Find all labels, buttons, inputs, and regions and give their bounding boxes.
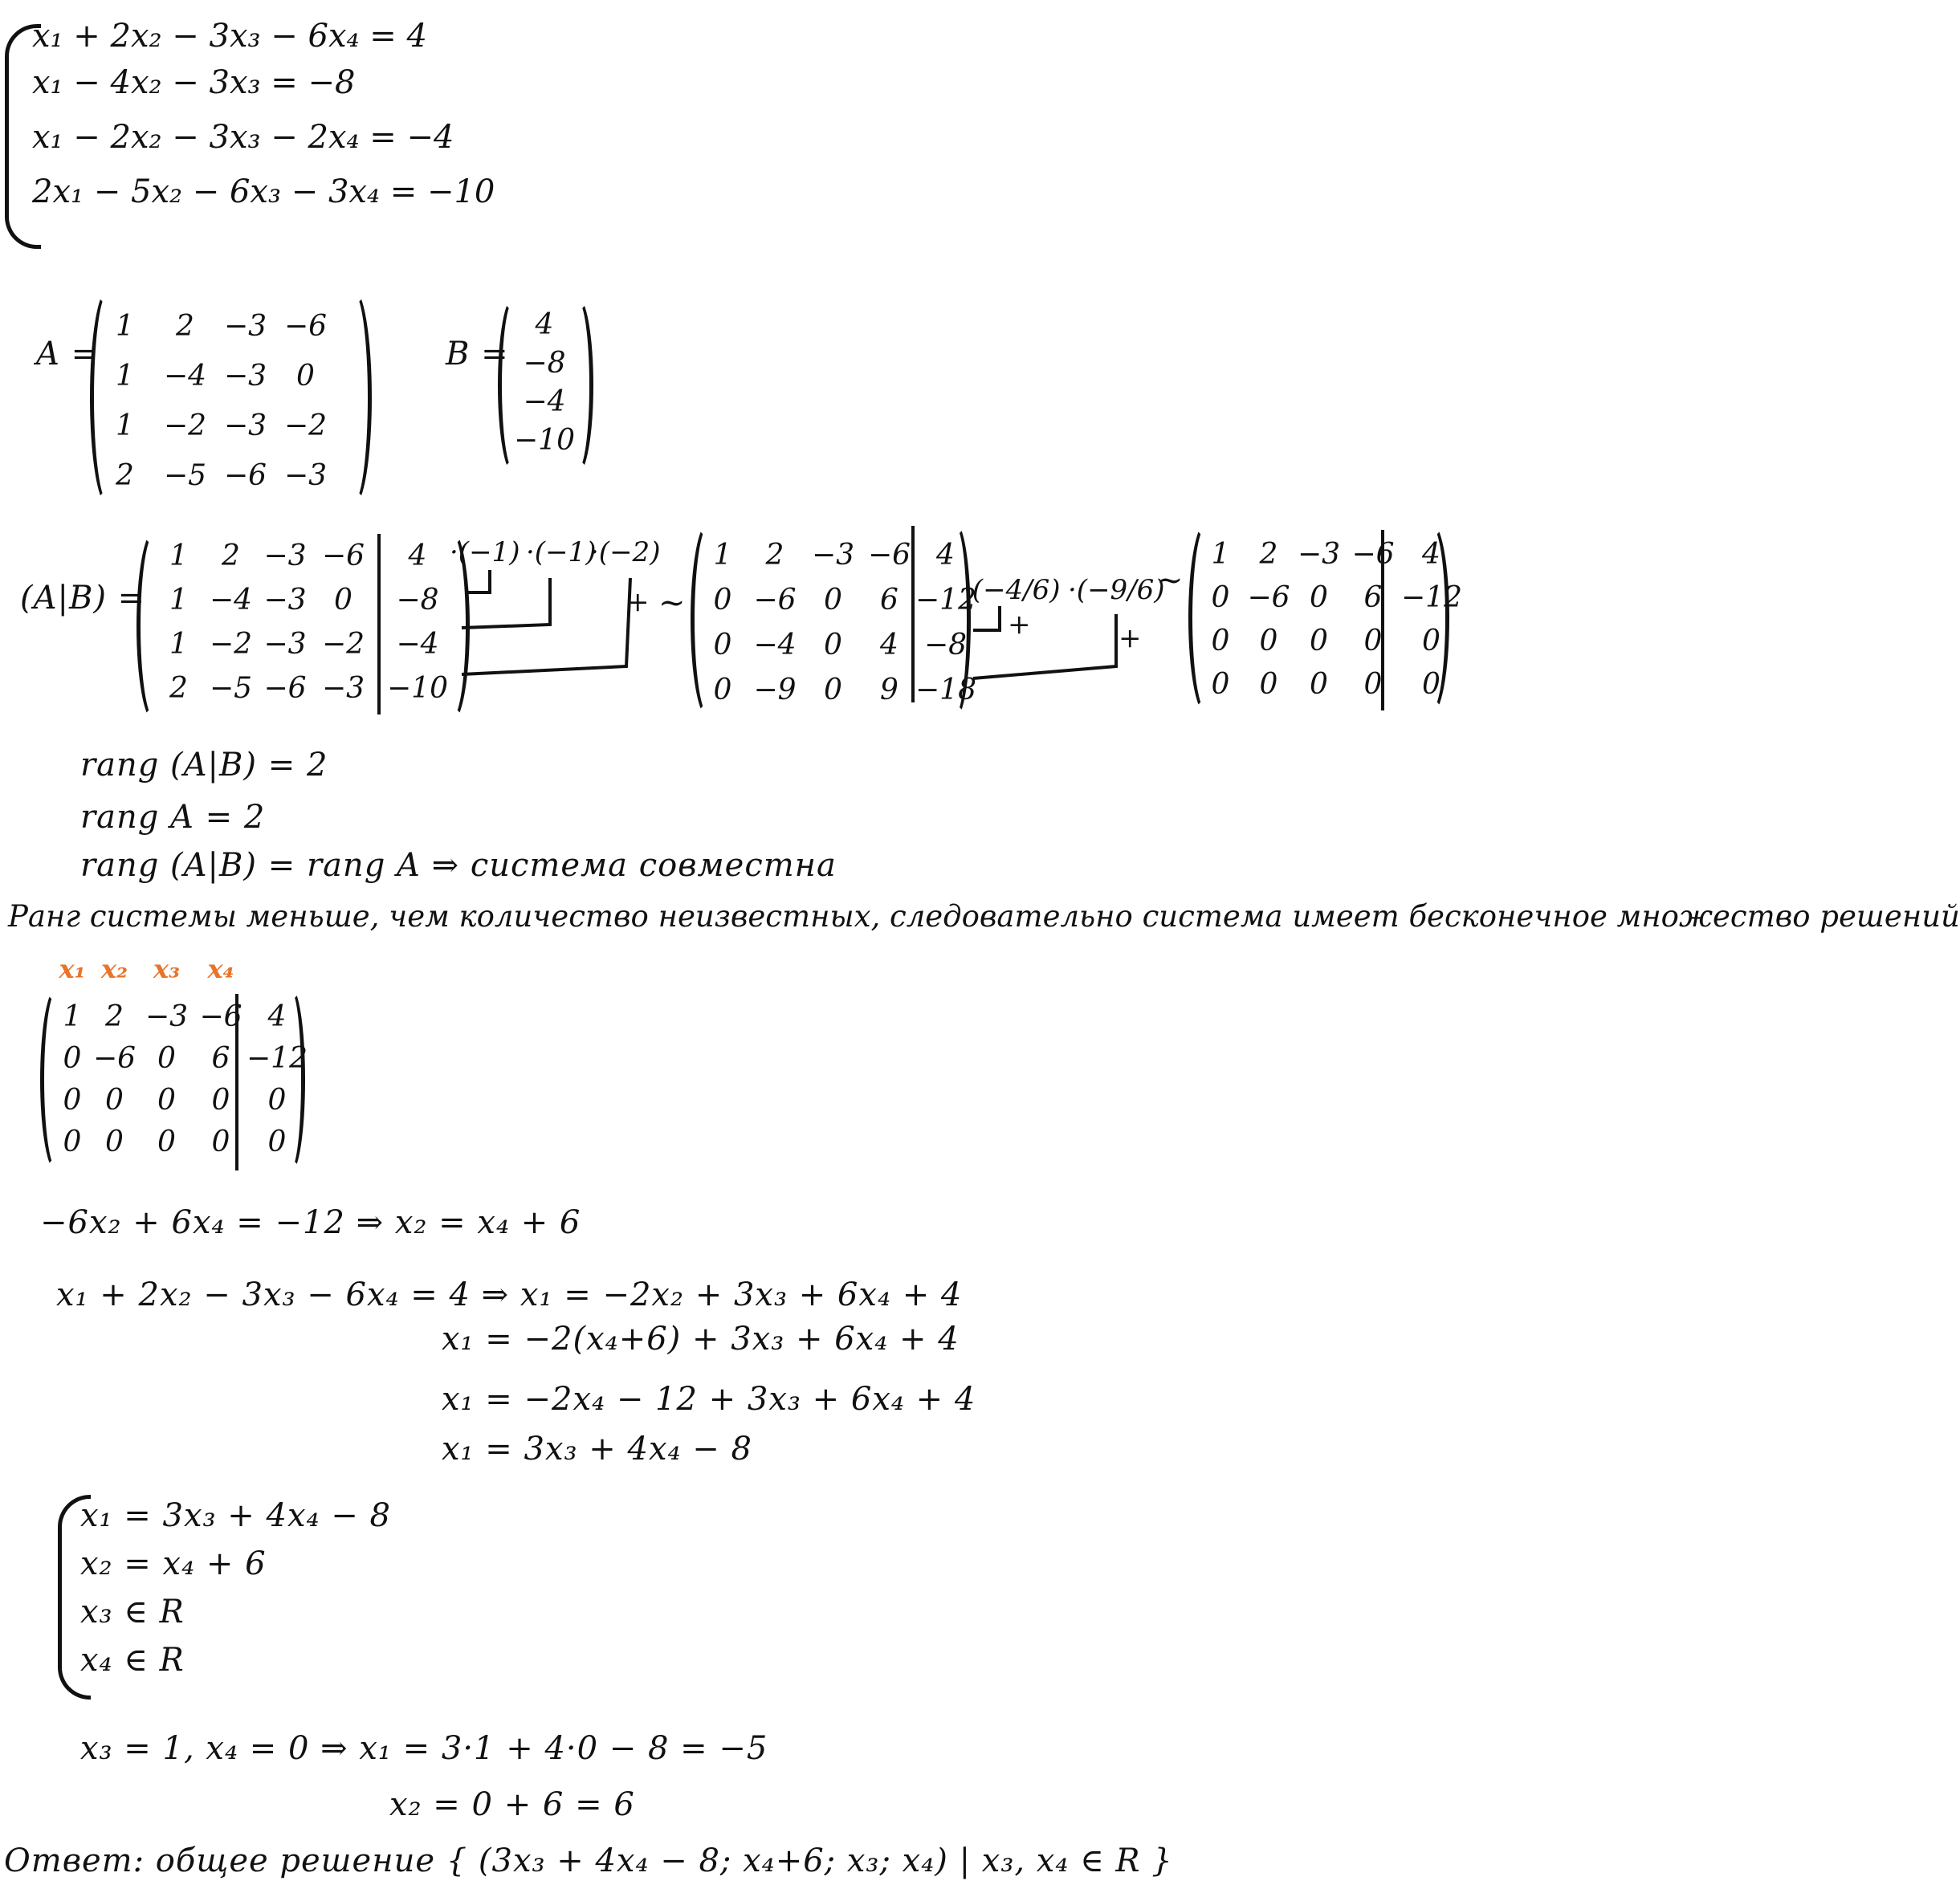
- matrix-a-cell: 0: [296, 359, 315, 393]
- aug-m2-cell: 0: [824, 673, 842, 706]
- aug-m2-plus-2: +: [1119, 622, 1142, 654]
- aug-m2-arrows: [964, 606, 1140, 686]
- final-matrix-cell: −6: [199, 999, 242, 1033]
- final-matrix-cell: 0: [211, 1125, 230, 1158]
- aug-m1-cell: 1: [169, 628, 188, 661]
- aug-m1-op1: ·(−1): [450, 536, 520, 568]
- aug-m2-cell: 4: [880, 628, 899, 662]
- aug-m1-cell: −3: [321, 672, 365, 705]
- aug-m3-cell: 0: [1259, 667, 1278, 701]
- aug-m1-cell: 2: [222, 539, 240, 572]
- aug-m1-cell: −4: [209, 584, 253, 617]
- matrix-a-cell: 2: [116, 458, 134, 492]
- aug-m1-arrows: [458, 562, 650, 682]
- aug-m2-cell: −12: [915, 583, 976, 617]
- aug-m1-cell: −6: [321, 539, 365, 572]
- aug-m2-cell: −18: [915, 673, 976, 706]
- aug-m1-cell: −5: [209, 672, 253, 705]
- matrix-a-cell: −3: [223, 309, 267, 343]
- aug-m2-cell: −3: [811, 538, 855, 572]
- header-x1: x₁: [59, 954, 86, 984]
- derivation-5: x₁ = 3x₃ + 4x₄ − 8: [442, 1431, 752, 1468]
- aug-m2-cell: 0: [824, 628, 842, 662]
- matrix-b-cell: −8: [523, 346, 566, 380]
- rank-line-4: Ранг системы меньше, чем количество неизвестных, следовательно система имеет бесконечное множество решений: [8, 899, 1960, 934]
- aug-m1-cell: −10: [387, 672, 448, 705]
- aug-m1-cell: −2: [321, 628, 365, 661]
- matrix-a-cell: 1: [116, 359, 134, 393]
- aug-m3-cell: 0: [1310, 580, 1328, 614]
- final-matrix-cell: 0: [157, 1083, 176, 1117]
- aug-m3-cell: −12: [1401, 580, 1462, 614]
- final-matrix-cell: 1: [63, 999, 82, 1033]
- augmented-label: (A|B) =: [20, 580, 146, 617]
- solution-line-1: x₁ = 3x₃ + 4x₄ − 8: [80, 1497, 391, 1534]
- final-matrix-cell: 0: [157, 1125, 176, 1158]
- aug-m1-cell: 1: [169, 539, 188, 572]
- final-matrix-cell: 0: [105, 1125, 124, 1158]
- matrix-a-cell: −4: [163, 359, 207, 393]
- matrix-a-cell: −6: [223, 458, 267, 492]
- aug-m3-cell: 1: [1211, 537, 1230, 571]
- matrix-a-label: A =: [36, 336, 100, 373]
- matrix-a-cell: −5: [163, 458, 207, 492]
- aug-m3-cell: 0: [1259, 624, 1278, 657]
- matrix-a-cell: 1: [116, 409, 134, 442]
- aug-m2-cell: −9: [753, 673, 797, 706]
- matrix-a-cell: −3: [223, 409, 267, 442]
- aug-m1-plus: +: [626, 586, 650, 618]
- system-eq3: x₁ − 2x₂ − 3x₃ − 2x₄ = −4: [32, 119, 454, 156]
- aug-m1-cell: −3: [263, 539, 307, 572]
- matrix-a-cell: 2: [176, 309, 194, 343]
- final-matrix-cell: 0: [157, 1041, 176, 1075]
- matrix-a-cell: −2: [163, 409, 207, 442]
- aug-m3-cell: 6: [1363, 580, 1383, 614]
- aug-m3-cell: 0: [1310, 667, 1328, 701]
- aug-m2-grid: [699, 532, 976, 712]
- aug-m2-separator: [911, 526, 915, 702]
- aug-m1-cell: 0: [334, 584, 352, 617]
- matrix-b-label: B =: [446, 336, 509, 373]
- final-matrix-grid: [52, 995, 309, 1162]
- derivation-2: x₁ + 2x₂ − 3x₃ − 6x₄ = 4 ⇒ x₁ = −2x₂ + 3x₃ + 6x₄ + 4: [56, 1276, 963, 1313]
- derivation-1: −6x₂ + 6x₄ = −12 ⇒ x₂ = x₄ + 6: [40, 1204, 581, 1241]
- rank-line-3: rang (A|B) = rang A ⇒ система совместна: [80, 847, 837, 884]
- system-eq2: x₁ − 4x₂ − 3x₃ = −8: [32, 64, 356, 101]
- matrix-a-cell: −6: [283, 309, 328, 343]
- derivation-3: x₁ = −2(x₄+6) + 3x₃ + 6x₄ + 4: [442, 1321, 960, 1358]
- aug-m3-cell: 2: [1259, 537, 1278, 571]
- particular-line-2: x₂ = 0 + 6 = 6: [389, 1786, 635, 1823]
- derivation-4: x₁ = −2x₄ − 12 + 3x₃ + 6x₄ + 4: [442, 1381, 976, 1418]
- header-x3: x₃: [153, 954, 181, 984]
- aug-m2-cell: 0: [713, 673, 732, 706]
- header-x2: x₂: [100, 954, 128, 984]
- aug-m3-cell: −6: [1351, 537, 1395, 571]
- aug-m1-separator: [377, 534, 381, 714]
- aug-m1-cell: −4: [396, 628, 439, 661]
- aug-m2-cell: 9: [880, 673, 899, 706]
- aug-m3-cell: 0: [1211, 624, 1230, 657]
- final-matrix-cell: 0: [63, 1041, 82, 1075]
- final-matrix-cell: 6: [211, 1041, 230, 1075]
- aug-m2-cell: −8: [923, 628, 968, 662]
- aug-m2-plus: +: [1008, 609, 1031, 641]
- aug-m1-op3: ·(−2): [590, 536, 661, 568]
- final-matrix-cell: 0: [211, 1083, 230, 1117]
- particular-line-1: x₃ = 1, x₄ = 0 ⇒ x₁ = 3·1 + 4·0 − 8 = −5: [80, 1730, 768, 1767]
- aug-m3-cell: −6: [1247, 580, 1290, 614]
- final-matrix-cell: −3: [145, 999, 189, 1033]
- aug-m2-cell: −4: [753, 628, 797, 662]
- final-matrix-cell: 0: [267, 1083, 287, 1117]
- aug-m1-cell: −3: [263, 628, 307, 661]
- aug-m3-cell: 0: [1422, 624, 1440, 657]
- final-matrix-cell: 4: [267, 999, 287, 1033]
- system-eq1: x₁ + 2x₂ − 3x₃ − 6x₄ = 4: [32, 18, 427, 55]
- aug-m1-cell: 4: [408, 539, 427, 572]
- final-matrix-cell: −6: [92, 1041, 137, 1075]
- aug-m2-op2: ·(−9/6): [1068, 574, 1165, 606]
- matrix-a-cell: −2: [283, 409, 328, 442]
- answer-line: Ответ: общее решение { (3x₃ + 4x₄ − 8; x₄+6; x₃; x₄) | x₃, x₄ ∈ R }: [4, 1842, 1173, 1879]
- aug-m3-separator: [1381, 530, 1384, 710]
- final-matrix-cell: −12: [247, 1041, 308, 1075]
- aug-m3-cell: 0: [1363, 667, 1383, 701]
- final-matrix-paren-right: [277, 987, 305, 1172]
- aug-m1-cell: −6: [263, 672, 307, 705]
- aug-m2-cell: 2: [765, 538, 784, 572]
- matrix-a-cell: 1: [116, 309, 134, 343]
- aug-m1-cell: −8: [396, 584, 439, 617]
- aug-m3-cell: 0: [1363, 624, 1383, 657]
- aug-tilde-2: ~: [1156, 562, 1184, 599]
- solution-line-4: x₄ ∈ R: [80, 1642, 185, 1679]
- aug-m3-cell: 0: [1211, 580, 1230, 614]
- final-matrix-cell: 0: [105, 1083, 124, 1117]
- matrix-a-cell: −3: [283, 458, 328, 492]
- matrix-b-paren-right: [562, 297, 593, 474]
- rank-line-1: rang (A|B) = 2: [80, 747, 328, 784]
- final-matrix-separator: [235, 994, 238, 1170]
- aug-m3-cell: −3: [1297, 537, 1341, 571]
- solution-line-2: x₂ = x₄ + 6: [80, 1545, 267, 1582]
- aug-m3-cell: 4: [1422, 537, 1440, 571]
- final-matrix-headers: [52, 951, 245, 987]
- matrix-b-cell: 4: [535, 307, 554, 341]
- aug-m2-cell: 6: [880, 583, 899, 617]
- aug-m1-grid: [153, 534, 462, 710]
- matrix-a-paren-right: [336, 289, 372, 506]
- aug-m1-cell: −2: [209, 628, 253, 661]
- aug-m2-cell: 0: [824, 583, 842, 617]
- rank-line-2: rang A = 2: [80, 799, 266, 836]
- aug-m3-paren-right: [1413, 522, 1449, 714]
- aug-m3-cell: 0: [1211, 667, 1230, 701]
- matrix-b-cell: −4: [523, 385, 566, 418]
- matrix-b-cell: −10: [514, 423, 575, 457]
- final-matrix-cell: 0: [63, 1125, 82, 1158]
- matrix-a-cell: −3: [223, 359, 267, 393]
- matrix-a-grid: [95, 301, 336, 500]
- aug-m2-cell: 0: [713, 628, 732, 662]
- system-eq4: 2x₁ − 5x₂ − 6x₃ − 3x₄ = −10: [32, 173, 495, 210]
- final-matrix-cell: 0: [63, 1083, 82, 1117]
- aug-m2-op1: ·(−4/6): [964, 574, 1061, 606]
- aug-m1-cell: −3: [263, 584, 307, 617]
- aug-m3-cell: 0: [1422, 667, 1440, 701]
- aug-m2-cell: 0: [713, 583, 732, 617]
- final-matrix-cell: 2: [105, 999, 124, 1033]
- solution-line-3: x₃ ∈ R: [80, 1594, 185, 1630]
- aug-m2-cell: −6: [753, 583, 797, 617]
- final-matrix-cell: 0: [267, 1125, 287, 1158]
- aug-m1-op2: ·(−1): [526, 536, 597, 568]
- aug-m3-cell: 0: [1310, 624, 1328, 657]
- aug-m1-cell: 1: [169, 584, 188, 617]
- aug-m2-cell: −6: [867, 538, 911, 572]
- aug-m2-cell: 1: [713, 538, 732, 572]
- aug-tilde-1: ~: [658, 584, 687, 621]
- header-x4: x₄: [207, 954, 234, 984]
- aug-m1-cell: 2: [169, 672, 188, 705]
- aug-m2-cell: 4: [936, 538, 955, 572]
